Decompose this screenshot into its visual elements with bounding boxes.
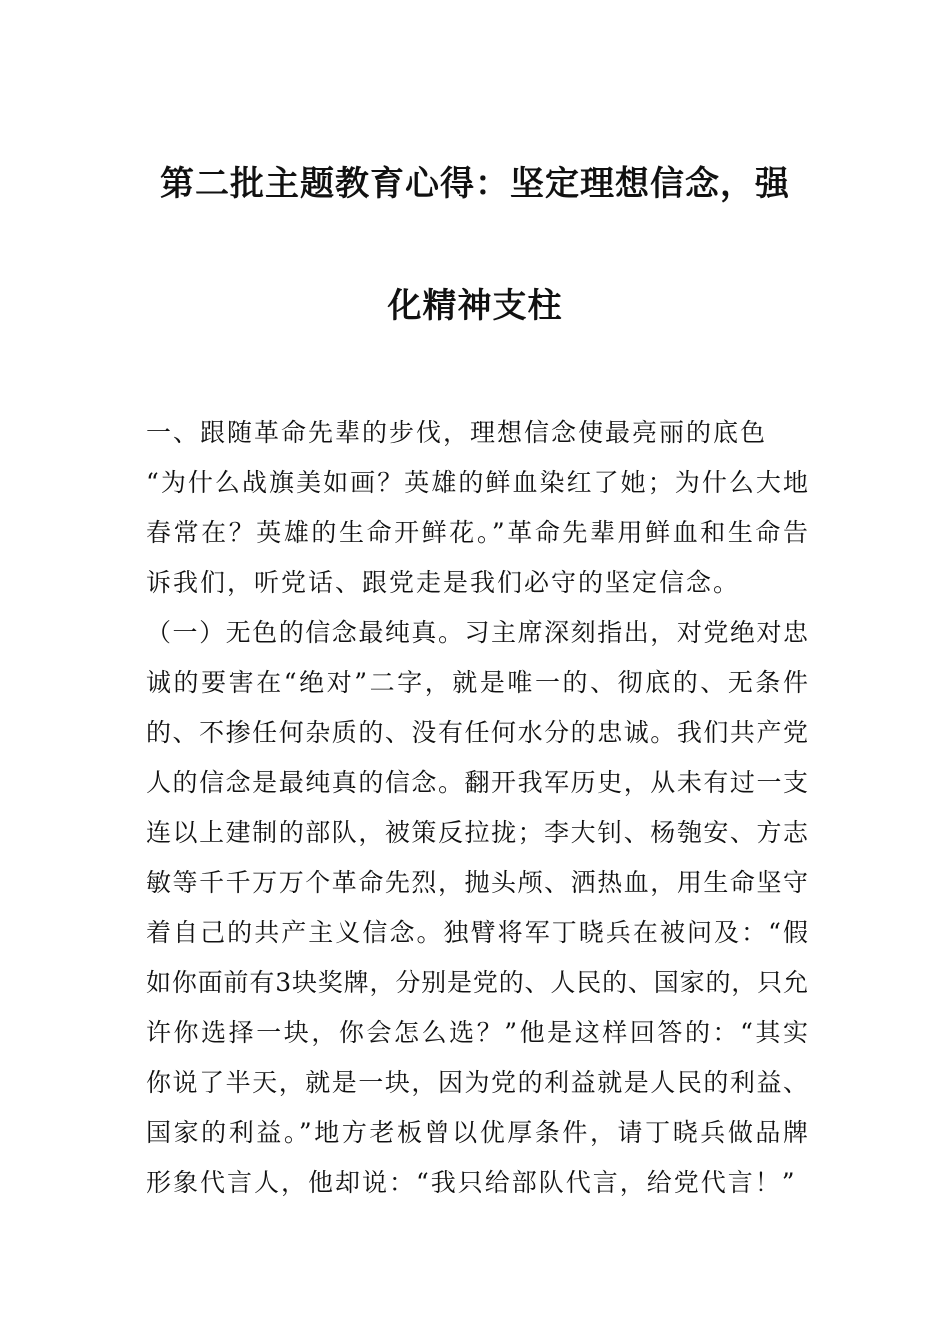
body-line: 着自己的共产主义信念。独臂将军丁晓兵在被问及：“假 bbox=[146, 918, 808, 947]
document-title-line-1: 第二批主题教育心得：坚定理想信念，强 bbox=[160, 164, 790, 204]
body-line: 春常在？英雄的生命开鲜花。”革命先辈用鲜血和生命告 bbox=[146, 518, 808, 547]
body-line: 敏等千千万万个革命先烈，抛头颅、洒热血，用生命坚守 bbox=[146, 868, 808, 897]
body-line: 诚的要害在“绝对”二字，就是唯一的、彻底的、无条件 bbox=[146, 668, 808, 697]
body-line: 许你选择一块，你会怎么选？”他是这样回答的：“其实 bbox=[146, 1018, 808, 1047]
body-line: 国家的利益。”地方老板曾以优厚条件，请丁晓兵做品牌 bbox=[146, 1118, 808, 1147]
document-title-line-2: 化精神支柱 bbox=[387, 286, 563, 326]
body-line: “为什么战旗美如画？英雄的鲜血染红了她；为什么大地 bbox=[146, 468, 808, 497]
body-line: 连以上建制的部队，被策反拉拢；李大钊、杨匏安、方志 bbox=[146, 818, 808, 847]
body-line: 人的信念是最纯真的信念。翻开我军历史，从未有过一支 bbox=[146, 768, 808, 797]
body-line: 你说了半天，就是一块，因为党的利益就是人民的利益、 bbox=[146, 1068, 808, 1097]
body-line: 形象代言人，他却说：“我只给部队代言，给党代言！” bbox=[146, 1168, 797, 1197]
body-line: 诉我们，听党话、跟党走是我们必守的坚定信念。 bbox=[146, 568, 741, 597]
document-body bbox=[146, 408, 808, 1208]
body-line: 如你面前有3块奖牌，分别是党的、人民的、国家的，只允 bbox=[146, 968, 808, 997]
body-line: 的、不掺任何杂质的、没有任何水分的忠诚。我们共产党 bbox=[146, 718, 808, 747]
body-line: （一）无色的信念最纯真。习主席深刻指出，对党绝对忠 bbox=[146, 618, 808, 647]
section-heading: 一、跟随革命先辈的步伐，理想信念使最亮丽的底色 bbox=[146, 418, 768, 447]
